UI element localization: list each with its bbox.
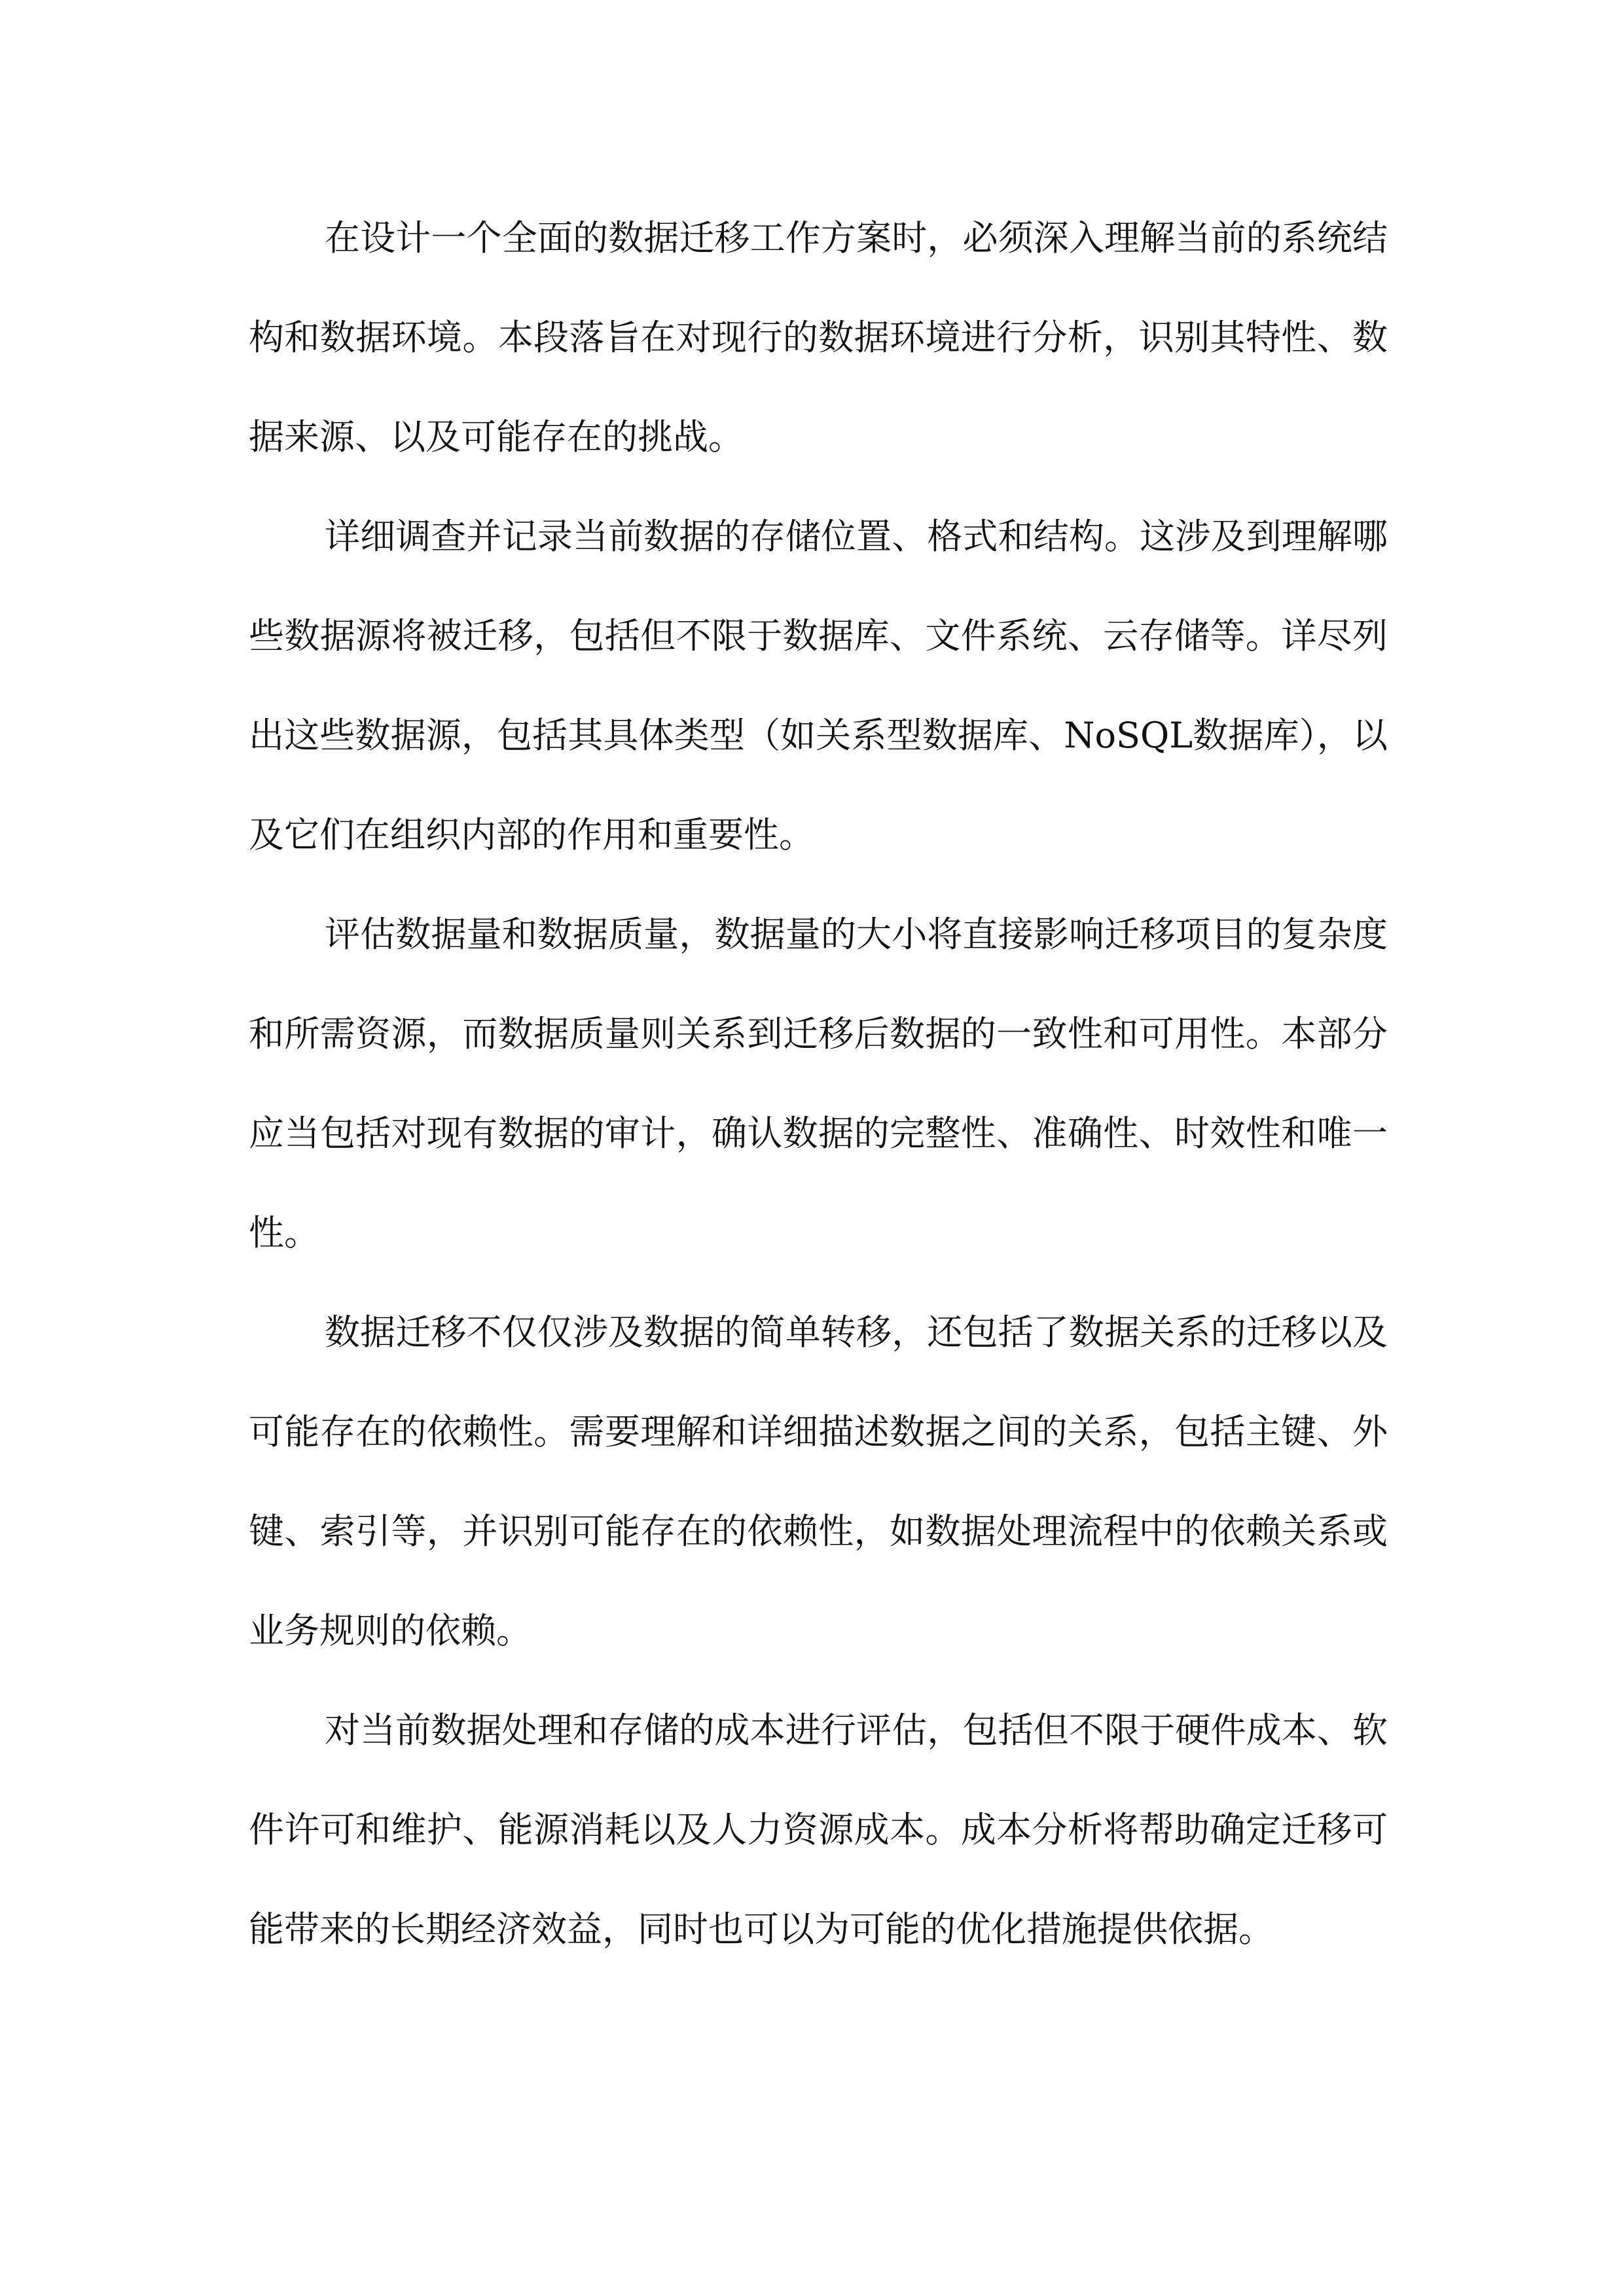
paragraph-3: 评估数据量和数据质量，数据量的大小将直接影响迁移项目的复杂度和所需资源，而数据质量则关系到迁移后数据的一致性和可用性。本部分应当包括对现有数据的审计，确认数据的完整性、准确性、时效性和唯一性。 — [249, 914, 1388, 1253]
paragraph-4: 数据迁移不仅仅涉及数据的简单转移，还包括了数据关系的迁移以及可能存在的依赖性。需要理解和详细描述数据之间的关系，包括主键、外键、索引等，并识别可能存在的依赖性，如数据处理流程中的依赖关系或业务规则的依赖。 — [249, 1312, 1388, 1651]
paragraph-2: 详细调查并记录当前数据的存储位置、格式和结构。这涉及到理解哪些数据源将被迁移，包括但不限于数据库、文件系统、云存储等。详尽列出这些数据源，包括其具体类型（如关系型数据库、NoSQL数据库），以及它们在组织内部的作用和重要性。 — [249, 516, 1388, 855]
paragraph-1: 在设计一个全面的数据迁移工作方案时，必须深入理解当前的系统结构和数据环境。本段落旨在对现行的数据环境进行分析，识别其特性、数据来源、以及可能存在的挑战。 — [249, 217, 1388, 457]
paragraph-5: 对当前数据处理和存储的成本进行评估，包括但不限于硬件成本、软件许可和维护、能源消耗以及人力资源成本。成本分析将帮助确定迁移可能带来的长期经济效益，同时也可以为可能的优化措施提供依据。 — [249, 1710, 1388, 1950]
body-text — [249, 188, 1388, 1979]
